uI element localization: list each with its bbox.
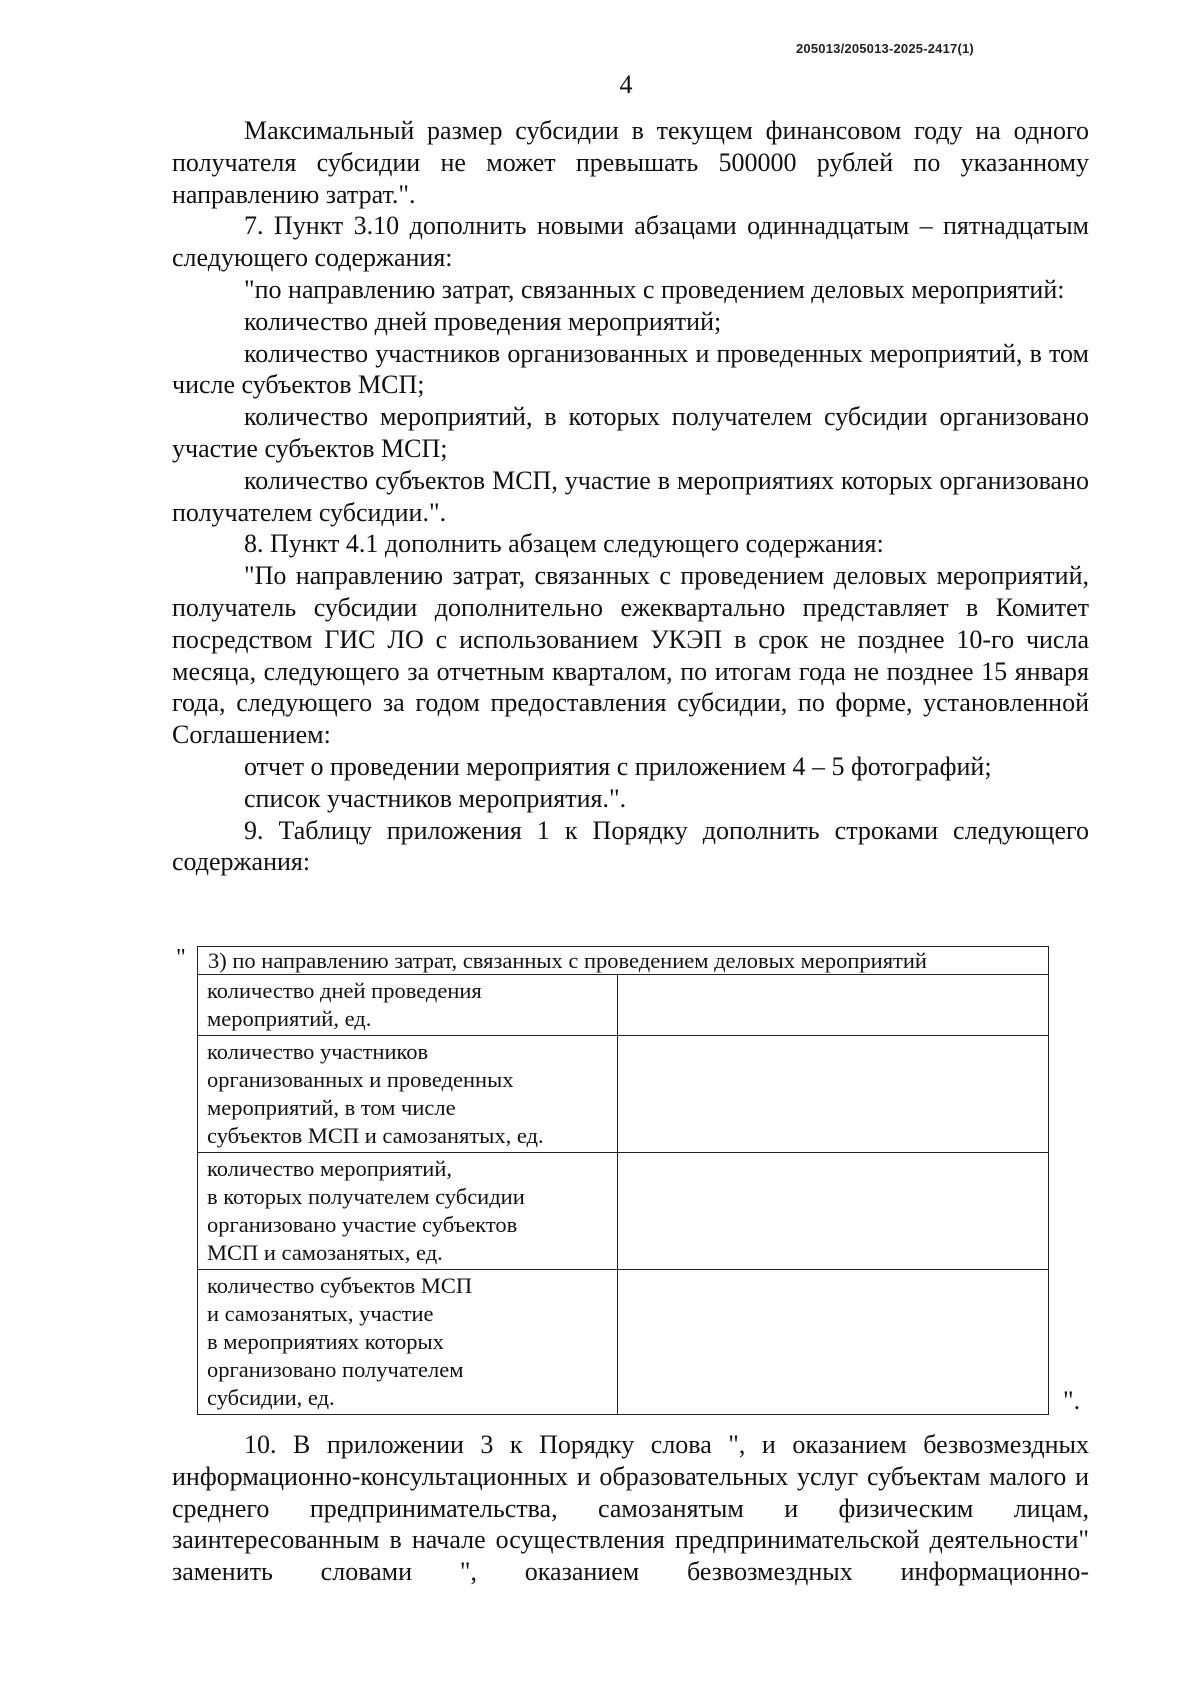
table-row-label <box>198 1153 618 1270</box>
table-row-value <box>617 1036 1048 1153</box>
table-row <box>198 975 1049 1036</box>
table-row <box>198 1153 1049 1270</box>
table-row-value <box>617 1153 1048 1270</box>
paragraph-item-7: 7. Пункт 3.10 дополнить новыми абзацами одиннадцатым – пятнадцатым следующего содержания: <box>172 211 1089 273</box>
table-close-quote: ". <box>1063 1386 1081 1415</box>
page-number: 4 <box>619 70 633 99</box>
paragraph-participants-count: количество участников организованных и проведенных мероприятий, в том числе субъектов МСП; <box>172 338 1089 400</box>
document-registration-number: 205013/205013-2025-2417(1) <box>796 41 974 56</box>
paragraph-sme-count: количество субъектов МСП, участие в мероприятиях которых организовано получателем субсидии.". <box>172 465 1089 527</box>
paragraph-participants-list: список участников мероприятия.". <box>244 783 627 813</box>
cell-line: организовано участие субъектов <box>207 1212 518 1237</box>
cell-line: в которых получателем субсидии <box>207 1184 525 1209</box>
cell-line: и самозанятых, участие <box>207 1301 434 1326</box>
cell-line: субсидии, ед. <box>207 1385 335 1410</box>
cell-line: организованных и проведенных <box>207 1067 514 1092</box>
table-row-value <box>617 975 1048 1036</box>
paragraph-reporting-requirement: "По направлению затрат, связанных с проведением деловых мероприятий, получатель субсидии дополнительно ежеквартально представляет в Комитет посредством ГИС ЛО с использованием УКЭП в срок не позднее 10-го числа месяца, следующего за отчетным кварталом, по итогам года не позднее 15 января года, следующего за годом предоставления субсидии, по форме, установленной Соглашением: <box>172 561 1089 750</box>
cell-line: МСП и самозанятых, ед. <box>207 1240 443 1265</box>
table-header-row <box>198 947 1049 975</box>
table-open-quote: " <box>176 945 186 971</box>
cell-line: субъектов МСП и самозанятых, ед. <box>207 1123 544 1148</box>
table-row-label <box>198 1270 618 1415</box>
table-row-label <box>198 1036 618 1153</box>
paragraph-item-9: 9. Таблицу приложения 1 к Порядку дополнить строками следующего содержания: <box>172 815 1089 877</box>
cell-line: количество дней проведения <box>207 978 482 1003</box>
indicators-table <box>197 946 1049 1415</box>
paragraph-max-subsidy: Максимальный размер субсидии в текущем финансовом году на одного получателя субсидии не может превышать 500000 рублей по указанному направлению затрат.". <box>172 116 1089 209</box>
paragraph-direction-business-events: "по направлению затрат, связанных с проведением деловых мероприятий: <box>244 274 1065 304</box>
paragraph-events-count: количество мероприятий, в которых получателем субсидии организовано участие субъектов МСП; <box>172 402 1089 463</box>
table-row <box>198 1036 1049 1153</box>
cell-line: в мероприятиях которых <box>207 1329 444 1354</box>
document-body-continued <box>172 1429 1089 1588</box>
cell-line: количество участников <box>207 1039 429 1064</box>
paragraph-days-count: количество дней проведения мероприятий; <box>244 306 722 336</box>
cell-line: количество субъектов МСП <box>207 1273 473 1298</box>
document-body <box>172 115 1089 878</box>
table-row-value <box>617 1270 1048 1415</box>
paragraph-event-report: отчет о проведении мероприятия с приложением 4 – 5 фотографий; <box>244 751 992 781</box>
paragraph-item-10: 10. В приложении 3 к Порядку слова ", и оказанием безвозмездных информационно-консультационных и образовательных услуг субъектам малого и среднего предпринимательства, самозанятым и физическим лицам, заинтересованным в начале осуществления предпринимательской деятельности" заменить словами ", оказанием безвозмездных информационно- <box>172 1430 1089 1587</box>
table-row <box>198 1270 1049 1415</box>
table-row-label <box>198 975 618 1036</box>
paragraph-item-8: 8. Пункт 4.1 дополнить абзацем следующего содержания: <box>244 529 884 559</box>
cell-line: мероприятий, в том числе <box>207 1095 456 1120</box>
cell-line: количество мероприятий, <box>207 1156 452 1181</box>
table-header-cell: 3) по направлению затрат, связанных с проведением деловых мероприятий <box>198 947 1049 975</box>
cell-line: организовано получателем <box>207 1357 464 1382</box>
cell-line: мероприятий, ед. <box>207 1006 372 1031</box>
